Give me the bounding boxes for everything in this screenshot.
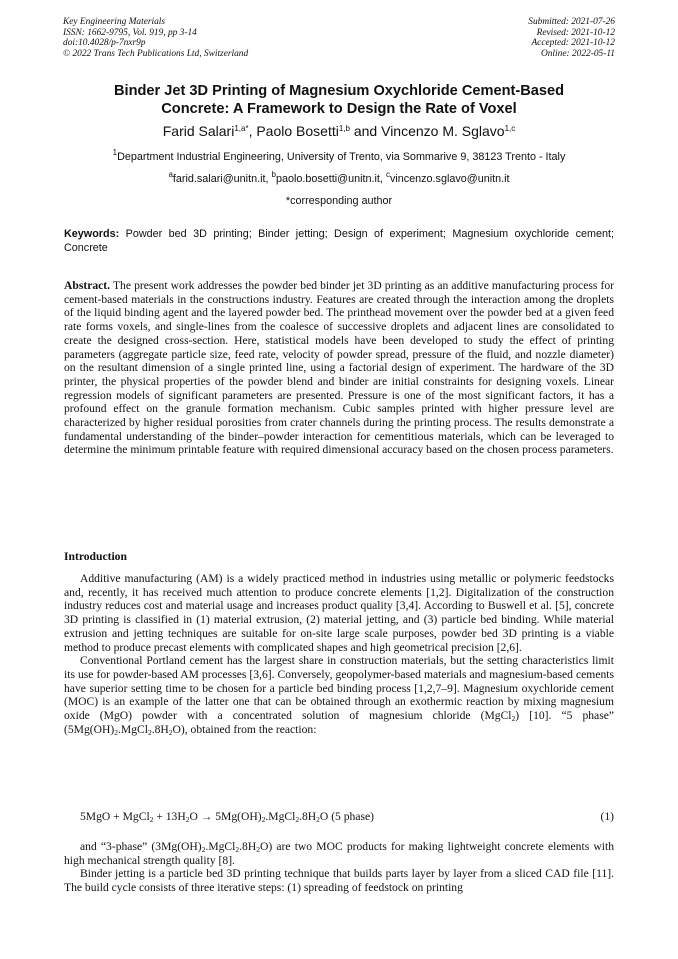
paragraph: Additive manufacturing (AM) is a widely practiced method in industries using metallic or polymeric feedstocks and, recently, it has received much attention to produce concrete elements [1,2]. Digitalization of the construction industry reduces cost and material usage and increases product quality [3,4]. According to Buswell et al. [5], concrete 3D printing is classified in (1) material extrusion, (2) material jetting, and (3) particle bed binding. While material extrusion and jetting techniques are suitable for on-site large scale purposes, powder bed 3D printing is a viable method to produce precast elements with complicated shapes and high geometrical precision [2,6]. [64, 572, 614, 654]
subscript: 2 [511, 714, 516, 724]
paragraph-text: Conventional Portland cement has the largest share in construction materials, but the setting characteristics limit its use for powder-based AM processes [3,6]. Conversely, geopolymer-based materials and magnesium-based cements have superior setting time to be chosen for a particle bed binding process [1,2,7–9]. Magnesium oxychloride cement (MOC) is an example of the latter one that can be obtained through an exothermic reaction by mixing magnesium oxide (MgO) powder with a concentrated solution of magnesium chloride (MgCl [64, 654, 614, 723]
submitted-date: Submitted: 2021-07-26 [528, 17, 615, 27]
affiliation [40, 148, 638, 164]
equation-number: (1) [600, 810, 614, 823]
equation-text: O (5 phase) [319, 810, 375, 823]
title-line-1: Binder Jet 3D Printing of Magnesium Oxychloride Cement-Based [113, 83, 565, 99]
paragraph-text: .8H [151, 722, 169, 736]
equation-text: O → 5Mg(OH) [189, 810, 262, 823]
author-separator: , [248, 123, 257, 139]
journal-name: Key Engineering Materials [63, 17, 166, 27]
subscript: 2 [114, 727, 118, 737]
author-separator: and [349, 123, 382, 139]
introduction-body-continued [64, 840, 614, 895]
paragraph-text: .MgCl [205, 840, 236, 853]
subscript: 2 [168, 727, 173, 737]
author-1: Farid Salari [162, 123, 235, 139]
paragraph-text: .MgCl [117, 722, 148, 736]
email-mark-b: b [271, 170, 276, 179]
author-emails [40, 170, 638, 186]
subscript: 2 [261, 815, 266, 824]
email-mark-a: a [168, 170, 173, 179]
affiliation-text: Department Industrial Engineering, University of Trento, via Sommarive 9, 38123 Trento - Italy [117, 151, 566, 163]
paragraph [64, 840, 614, 867]
online-date: Online: 2022-05-11 [540, 48, 615, 59]
equation-text: + 13H [153, 810, 186, 823]
revised-date: Revised: 2021-10-12 [536, 27, 615, 38]
subscript: 2 [185, 815, 190, 824]
subscript: 2 [256, 845, 260, 854]
paper-title [40, 82, 638, 118]
subscript: 2 [147, 727, 152, 737]
author-list [40, 122, 638, 140]
subscript: 2 [201, 845, 206, 854]
keywords-text: Powder bed 3D printing; Binder jetting; Design of experiment; Magnesium oxychloride cement; Concrete [64, 228, 614, 254]
paragraph-text: and “3-phase” (3Mg(OH) [80, 840, 202, 853]
subscript: 2 [316, 815, 320, 824]
publication-dates [528, 17, 615, 59]
equation-1 [80, 810, 614, 824]
paragraph: Binder jetting is a particle bed 3D printing technique that builds parts layer by layer from a sliced CAD file [11]. The build cycle consists of three iterative steps: (1) spreading of feedstock on printing [64, 867, 614, 895]
accepted-date: Accepted: 2021-10-12 [531, 38, 615, 49]
abstract [64, 279, 614, 457]
email-b: paolo.bosetti@unitn.it, [275, 173, 386, 185]
paragraph-text: ) [10]. “5 phase” (5Mg(OH) [64, 709, 614, 736]
paragraph-text: O) are two MOC products for making lightweight concrete elements with high mechanical strength quality [8]. [64, 840, 614, 867]
author-2: Paolo Bosetti [256, 123, 339, 139]
author-2-mark: 1,b [338, 124, 350, 133]
author-3: Vincenzo M. Sglavo [381, 123, 505, 139]
paragraph-text: .8H [239, 840, 257, 853]
email-a: farid.salari@unitn.it, [172, 173, 272, 185]
subscript: 2 [149, 815, 154, 824]
author-3-mark: 1,c [504, 124, 516, 133]
email-mark-c: c [385, 170, 390, 179]
title-line-2: Concrete: A Framework to Design the Rate of Voxel [161, 101, 517, 117]
paragraph [64, 654, 614, 736]
equation-text: .8H [299, 810, 317, 823]
abstract-text: The present work addresses the powder bed binder jet 3D printing as an additive manufacturing process for cement-based materials in the constructions industry. Features are created through the interaction among the droplets of the liquid binding agent and the layered powder bed. The printhead movement over the powder bed at a given feed rate forms voxels, and single-lines from the coalesce of successive droplets and adjacent lines are consolidated to create the designed cross-section. Here, statistical models have been developed to study the effect of printing parameters (aggregate particle size, feed rate, velocity of powder spread, pressure of the fluid, and nozzle diameter) on the resultant dimension of a single printed line, using a factorial design of experiment. The hardware of the 3D printer, the physical properties of the powder blend and binder are initial constraints for designing voxels. Linear regression models of significant parameters are presented. Pressure is one of the most significant factors, it has a profound effect on the granule formation mechanism. Cubic samples printed with higher pressure level are characterized by higher residual porosities from crater channels during the printing process. The results demonstrate a fundamental understanding of the binder–powder interaction for cementitious materials, which can be leveraged to determine the minimum printable feature with required dimensional accuracy based on the chosen process parameters. [64, 279, 614, 457]
abstract-label: Abstract. [64, 279, 111, 292]
equation-text: .MgCl [265, 810, 296, 823]
keywords [64, 228, 614, 255]
keywords-label: Keywords: [64, 228, 120, 240]
subscript: 2 [235, 845, 240, 854]
corresponding-author-note: *corresponding author [285, 195, 393, 207]
copyright-line: © 2022 Trans Tech Publications Ltd, Switzerland [63, 48, 249, 59]
author-1-mark: 1,a* [234, 124, 249, 133]
journal-info [63, 17, 248, 59]
paragraph-text: O), obtained from the reaction: [172, 722, 317, 736]
email-c: vincenzo.sglavo@unitn.it [389, 173, 510, 185]
section-heading-introduction: Introduction [64, 550, 127, 563]
introduction-body [64, 572, 614, 736]
equation-text: 5MgO + MgCl [80, 810, 150, 823]
doi-line: doi:10.4028/p-7nxr9p [63, 38, 146, 49]
issn-line: ISSN: 1662-9795, Vol. 919, pp 3-14 [63, 27, 197, 38]
subscript: 2 [295, 815, 300, 824]
affiliation-mark: 1 [112, 148, 118, 157]
